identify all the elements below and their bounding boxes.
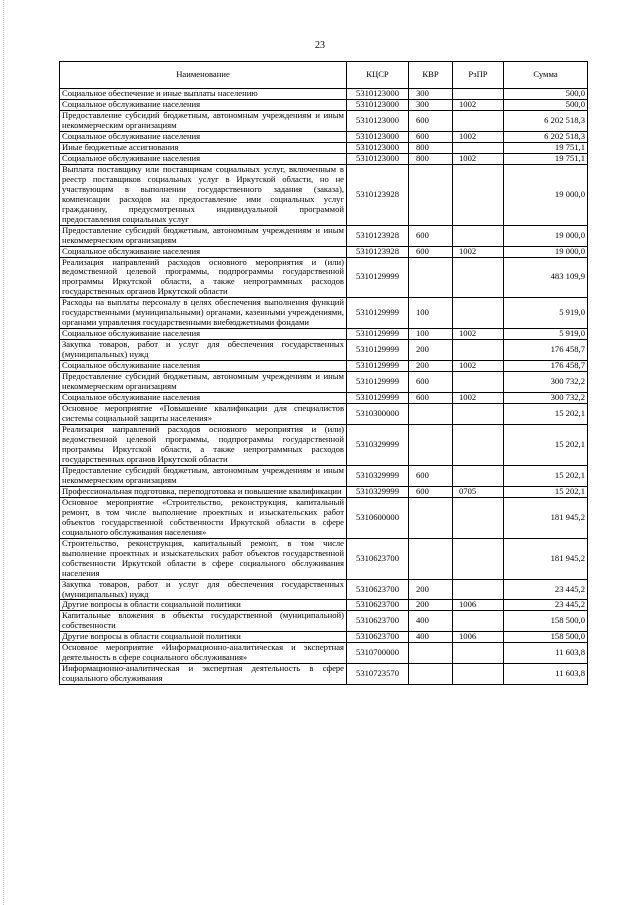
cell-kcsr: 5310123000 bbox=[347, 99, 409, 110]
table-row bbox=[60, 404, 588, 425]
cell-sum: 15 202,1 bbox=[504, 404, 588, 425]
cell-name: Предоставление субсидий бюджетным, автономным учреждениям и иным некоммерческим организациям bbox=[60, 465, 347, 486]
column-header-rzpr: РзПР bbox=[453, 62, 504, 89]
cell-kvr bbox=[409, 538, 453, 579]
table-row bbox=[60, 425, 588, 466]
cell-sum: 5 919,0 bbox=[504, 329, 588, 340]
cell-rzpr: 1006 bbox=[453, 600, 504, 611]
table-row bbox=[60, 246, 588, 257]
cell-kcsr: 5310123000 bbox=[347, 131, 409, 142]
cell-kvr bbox=[409, 497, 453, 538]
cell-rzpr bbox=[453, 110, 504, 131]
table-row bbox=[60, 257, 588, 298]
cell-sum: 19 751,1 bbox=[504, 153, 588, 164]
cell-name: Социальное обслуживание населения bbox=[60, 131, 347, 142]
table-row bbox=[60, 164, 588, 225]
cell-kvr: 200 bbox=[409, 361, 453, 372]
cell-name: Социальное обслуживание населения bbox=[60, 246, 347, 257]
cell-rzpr: 1002 bbox=[453, 393, 504, 404]
cell-kcsr: 5310600000 bbox=[347, 497, 409, 538]
cell-rzpr: 1002 bbox=[453, 246, 504, 257]
cell-kvr: 400 bbox=[409, 632, 453, 643]
cell-kcsr: 5310123000 bbox=[347, 153, 409, 164]
cell-kcsr: 5310129999 bbox=[347, 393, 409, 404]
cell-kcsr: 5310129999 bbox=[347, 298, 409, 329]
cell-kvr: 600 bbox=[409, 393, 453, 404]
budget-table bbox=[59, 61, 588, 685]
cell-kvr: 100 bbox=[409, 298, 453, 329]
cell-kcsr: 5310129999 bbox=[347, 340, 409, 361]
cell-rzpr bbox=[453, 142, 504, 153]
cell-rzpr bbox=[453, 340, 504, 361]
column-header-name: Наименование bbox=[60, 62, 347, 89]
cell-rzpr bbox=[453, 497, 504, 538]
cell-name: Другие вопросы в области социальной политики bbox=[60, 632, 347, 643]
cell-name: Строительство, реконструкция, капитальный ремонт, в том числе выполнение проектных и изыскательских работ объектов государственной собственности Иркутской области в сфере социального обслуживания населения bbox=[60, 538, 347, 579]
table-row bbox=[60, 298, 588, 329]
cell-rzpr bbox=[453, 579, 504, 600]
cell-kvr: 300 bbox=[409, 89, 453, 100]
table-row bbox=[60, 643, 588, 664]
cell-rzpr: 1002 bbox=[453, 361, 504, 372]
cell-rzpr bbox=[453, 89, 504, 100]
cell-sum: 5 919,0 bbox=[504, 298, 588, 329]
cell-rzpr bbox=[453, 404, 504, 425]
cell-kvr: 600 bbox=[409, 131, 453, 142]
cell-name: Предоставление субсидий бюджетным, автономным учреждениям и иным некоммерческим организациям bbox=[60, 225, 347, 246]
cell-sum: 19 000,0 bbox=[504, 246, 588, 257]
cell-sum: 181 945,2 bbox=[504, 497, 588, 538]
cell-sum: 181 945,2 bbox=[504, 538, 588, 579]
cell-name: Основное мероприятие «Строительство, реконструкция, капитальный ремонт, в том числе выполнение проектных и изыскательских работ объектов государственной собственности Иркутской области в сфере социального обслуживания населения» bbox=[60, 497, 347, 538]
cell-kcsr: 5310123928 bbox=[347, 246, 409, 257]
cell-kvr: 600 bbox=[409, 465, 453, 486]
cell-kcsr: 5310123000 bbox=[347, 110, 409, 131]
cell-name: Профессиональная подготовка, переподготовка и повышение квалификации bbox=[60, 486, 347, 497]
table-row bbox=[60, 99, 588, 110]
cell-kvr: 400 bbox=[409, 611, 453, 632]
cell-kvr: 100 bbox=[409, 329, 453, 340]
cell-kcsr: 5310723570 bbox=[347, 664, 409, 685]
cell-name: Информационно-аналитическая и экспертная деятельность в сфере социального обслуживания bbox=[60, 664, 347, 685]
cell-rzpr bbox=[453, 225, 504, 246]
cell-sum: 500,0 bbox=[504, 89, 588, 100]
cell-name: Социальное обслуживание населения bbox=[60, 329, 347, 340]
cell-name: Выплата поставщику или поставщикам социальных услуг, включенным в реестр поставщиков социальных услуг в Иркутской области, но не участвующим в выполнении государственного задания (заказа), компенсации расходов на предоставление ими социальных услуг гражданину, предусмотренных индивидуальной программой предоставления социальных услуг bbox=[60, 164, 347, 225]
cell-sum: 300 732,2 bbox=[504, 393, 588, 404]
cell-kcsr: 5310129999 bbox=[347, 329, 409, 340]
cell-kcsr: 5310123000 bbox=[347, 89, 409, 100]
cell-sum: 500,0 bbox=[504, 99, 588, 110]
cell-kcsr: 5310700000 bbox=[347, 643, 409, 664]
cell-sum: 19 000,0 bbox=[504, 164, 588, 225]
cell-sum: 158 500,0 bbox=[504, 611, 588, 632]
cell-kvr: 600 bbox=[409, 372, 453, 393]
cell-rzpr: 0705 bbox=[453, 486, 504, 497]
cell-kcsr: 5310329999 bbox=[347, 486, 409, 497]
cell-name: Социальное обслуживание населения bbox=[60, 361, 347, 372]
cell-rzpr bbox=[453, 372, 504, 393]
cell-kcsr: 5310123928 bbox=[347, 164, 409, 225]
table-row bbox=[60, 579, 588, 600]
cell-sum: 483 109,9 bbox=[504, 257, 588, 298]
cell-kvr: 200 bbox=[409, 340, 453, 361]
table-row bbox=[60, 497, 588, 538]
cell-sum: 176 458,7 bbox=[504, 340, 588, 361]
table-row bbox=[60, 632, 588, 643]
cell-sum: 23 445,2 bbox=[504, 600, 588, 611]
table-row bbox=[60, 393, 588, 404]
table-row bbox=[60, 600, 588, 611]
cell-sum: 300 732,2 bbox=[504, 372, 588, 393]
cell-name: Основное мероприятие «Повышение квалификации для специалистов системы социальной защиты населения» bbox=[60, 404, 347, 425]
cell-sum: 23 445,2 bbox=[504, 579, 588, 600]
cell-name: Социальное обслуживание населения bbox=[60, 393, 347, 404]
cell-kcsr: 5310623700 bbox=[347, 632, 409, 643]
cell-name: Иные бюджетные ассигнования bbox=[60, 142, 347, 153]
column-header-kcsr: КЦСР bbox=[347, 62, 409, 89]
table-row bbox=[60, 340, 588, 361]
cell-name: Закупка товаров, работ и услуг для обеспечения государственных (муниципальных) нужд bbox=[60, 579, 347, 600]
cell-rzpr bbox=[453, 465, 504, 486]
cell-name: Предоставление субсидий бюджетным, автономным учреждениям и иным некоммерческим организациям bbox=[60, 372, 347, 393]
cell-kvr: 600 bbox=[409, 225, 453, 246]
cell-rzpr: 1006 bbox=[453, 632, 504, 643]
cell-sum: 176 458,7 bbox=[504, 361, 588, 372]
cell-rzpr bbox=[453, 257, 504, 298]
table-row bbox=[60, 465, 588, 486]
cell-kcsr: 5310623700 bbox=[347, 538, 409, 579]
margin-binding-dots bbox=[3, 0, 5, 905]
cell-name: Расходы на выплаты персоналу в целях обеспечения выполнения функций государственными (муниципальными) органами, казенными учреждениями, органами управления государственными внебюджетными фондами bbox=[60, 298, 347, 329]
table-row bbox=[60, 538, 588, 579]
cell-name: Другие вопросы в области социальной политики bbox=[60, 600, 347, 611]
cell-kcsr: 5310129999 bbox=[347, 372, 409, 393]
cell-rzpr bbox=[453, 298, 504, 329]
cell-name: Предоставление субсидий бюджетным, автономным учреждениям и иным некоммерческим организациям bbox=[60, 110, 347, 131]
cell-kvr: 600 bbox=[409, 246, 453, 257]
cell-sum: 6 202 518,3 bbox=[504, 110, 588, 131]
cell-name: Социальное обеспечение и иные выплаты населению bbox=[60, 89, 347, 100]
cell-sum: 19 000,0 bbox=[504, 225, 588, 246]
cell-kvr: 800 bbox=[409, 142, 453, 153]
cell-kcsr: 5310329999 bbox=[347, 465, 409, 486]
cell-kvr: 300 bbox=[409, 99, 453, 110]
cell-rzpr bbox=[453, 538, 504, 579]
cell-kvr: 600 bbox=[409, 110, 453, 131]
cell-kvr: 200 bbox=[409, 579, 453, 600]
cell-kcsr: 5310123928 bbox=[347, 225, 409, 246]
cell-name: Капитальные вложения в объекты государственной (муниципальной) собственности bbox=[60, 611, 347, 632]
cell-rzpr bbox=[453, 664, 504, 685]
table-row bbox=[60, 361, 588, 372]
cell-sum: 158 500,0 bbox=[504, 632, 588, 643]
cell-kcsr: 5310123000 bbox=[347, 142, 409, 153]
cell-rzpr: 1002 bbox=[453, 329, 504, 340]
cell-name: Социальное обслуживание населения bbox=[60, 153, 347, 164]
cell-kcsr: 5310129999 bbox=[347, 361, 409, 372]
cell-rzpr bbox=[453, 643, 504, 664]
cell-kvr: 800 bbox=[409, 153, 453, 164]
cell-name: Реализация направлений расходов основного мероприятия и (или) ведомственной целевой программы, подпрограммы государственной программы Иркутской области, а также непрограммных расходов государственных органов Иркутской области bbox=[60, 257, 347, 298]
cell-kvr: 200 bbox=[409, 600, 453, 611]
table-row bbox=[60, 225, 588, 246]
table-header-row bbox=[60, 62, 588, 89]
page-number: 23 bbox=[315, 40, 325, 51]
table-row bbox=[60, 372, 588, 393]
cell-kvr bbox=[409, 664, 453, 685]
cell-rzpr: 1002 bbox=[453, 99, 504, 110]
table-row bbox=[60, 110, 588, 131]
table-row bbox=[60, 329, 588, 340]
cell-kvr bbox=[409, 257, 453, 298]
cell-rzpr bbox=[453, 164, 504, 225]
cell-kcsr: 5310329999 bbox=[347, 425, 409, 466]
cell-name: Реализация направлений расходов основного мероприятия и (или) ведомственной целевой программы, подпрограммы государственной программы Иркутской области, а также непрограммных расходов государственных органов Иркутской области bbox=[60, 425, 347, 466]
table-row bbox=[60, 131, 588, 142]
cell-name: Социальное обслуживание населения bbox=[60, 99, 347, 110]
cell-kvr bbox=[409, 404, 453, 425]
cell-kcsr: 5310623700 bbox=[347, 611, 409, 632]
cell-sum: 15 202,1 bbox=[504, 465, 588, 486]
cell-kcsr: 5310623700 bbox=[347, 600, 409, 611]
table-body bbox=[60, 89, 588, 685]
cell-rzpr: 1002 bbox=[453, 153, 504, 164]
cell-kcsr: 5310129999 bbox=[347, 257, 409, 298]
cell-sum: 6 202 518,3 bbox=[504, 131, 588, 142]
table-row bbox=[60, 142, 588, 153]
table-row bbox=[60, 486, 588, 497]
column-header-sum: Сумма bbox=[504, 62, 588, 89]
table-row bbox=[60, 153, 588, 164]
cell-name: Основное мероприятие «Информационно-аналитическая и экспертная деятельность в сфере социального обслуживания» bbox=[60, 643, 347, 664]
cell-rzpr: 1002 bbox=[453, 131, 504, 142]
cell-kcsr: 5310300000 bbox=[347, 404, 409, 425]
table-row bbox=[60, 89, 588, 100]
cell-sum: 11 603,8 bbox=[504, 643, 588, 664]
cell-kvr bbox=[409, 425, 453, 466]
table-row bbox=[60, 611, 588, 632]
cell-sum: 19 751,1 bbox=[504, 142, 588, 153]
cell-rzpr bbox=[453, 425, 504, 466]
cell-kvr bbox=[409, 643, 453, 664]
column-header-kvr: КВР bbox=[409, 62, 453, 89]
cell-rzpr bbox=[453, 611, 504, 632]
cell-sum: 11 603,8 bbox=[504, 664, 588, 685]
cell-kvr: 600 bbox=[409, 486, 453, 497]
cell-kvr bbox=[409, 164, 453, 225]
cell-kcsr: 5310623700 bbox=[347, 579, 409, 600]
cell-sum: 15 202,1 bbox=[504, 425, 588, 466]
cell-sum: 15 202,1 bbox=[504, 486, 588, 497]
table-row bbox=[60, 664, 588, 685]
cell-name: Закупка товаров, работ и услуг для обеспечения государственных (муниципальных) нужд bbox=[60, 340, 347, 361]
